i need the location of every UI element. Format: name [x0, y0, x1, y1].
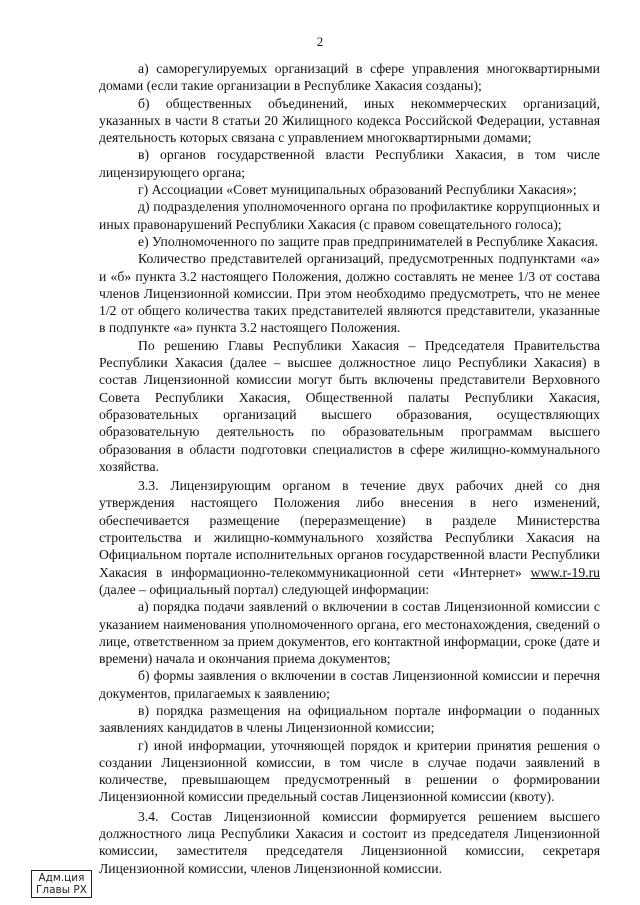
stamp-line-1: Адм.ция — [38, 872, 85, 884]
paragraph-3-3-a: а) порядка подачи заявлений о включении в состав Лицензионной комиссии с указанием наименования уполномоченного органа, его местонахождения, сведений о лице, ответственном за прием документов, его контактной информации, сроке (дате и времени) начала и окончания приема документов; — [99, 599, 600, 667]
paragraph-3-2-g: г) Ассоциации «Совет муниципальных образований Республики Хакасия»; — [138, 182, 577, 198]
paragraph-3-2-b: б) общественных объединений, иных некоммерческих организаций, указанных в части 8 статьи 20 Жилищного кодекса Российской Федерации, уставная деятельность которых связана с управлением многоквартирными домами; — [99, 95, 600, 146]
paragraph-3-3 — [99, 477, 600, 598]
paragraph-3-3-v: в) порядка размещения на официальном портале информации о поданных заявлениях кандидатов в члены Лицензионной комиссии; — [99, 702, 600, 736]
paragraph-head-decision: По решению Главы Республики Хакасия – Председателя Правительства Республики Хакасия (далее – высшее должностное лицо Республики Хакасия) в состав Лицензионной комиссии могут быть включены представители Верховного Совета Республики Хакасия, Общественной палаты Республики Хакасия, образовательных организаций высшего образования, осуществляющих образовательную деятельность по образовательным программам высшего образования в области подготовки специалистов в сфере жилищно-коммунального хозяйства. — [99, 337, 600, 474]
paragraph-3-2-v: в) органов государственной власти Республики Хакасия, в том числе лицензирующего органа; — [99, 147, 600, 180]
paragraph-3-3-b: б) формы заявления о включении в состав Лицензионной комиссии и перечня документов, прилагаемых к заявлению; — [99, 668, 600, 701]
paragraph-3-2-d: д) подразделения уполномоченного органа по профилактике коррупционных и иных правонарушений Республики Хакасия (с правом совещательного голоса); — [99, 199, 600, 232]
registration-stamp — [31, 870, 92, 898]
document-body — [99, 60, 600, 877]
paragraph-quota: Количество представителей организаций, предусмотренных подпунктами «а» и «б» пункта 3.2 настоящего Положения, должно составлять не менее 1/3 от состава членов Лицензионной комиссии. При этом необходимо предусмотреть, что не менее 1/2 от общего количества таких представителей являются представители, указанные в подпункте «а» пункта 3.2 настоящего Положения. — [99, 251, 600, 336]
paragraph-3-2-a: а) саморегулируемых организаций в сфере управления многоквартирными домами (если такие организации в Республике Хакасия созданы); — [99, 61, 600, 94]
paragraph-3-3-text: 3.3. Лицензирующим органом в течение двух рабочих дней со дня утверждения настоящего Положения либо внесения в него изменений, обеспечивается размещение (переразмещение) в разделе Министерства строительства и жилищно-коммунального хозяйства Республики Хакасия на Официальном портале исполнительных органов государственной власти Республики Хакасия в информационно-телекоммуникационной сети «Интернет» — [99, 478, 600, 580]
paragraph-3-3-tail: (далее – официальный портал) следующей информации: — [99, 581, 430, 597]
paragraph-3-4: 3.4. Состав Лицензионной комиссии формируется решением высшего должностного лица Республики Хакасия и состоит из председателя Лицензионной комиссии, заместителя председателя Лицензионной комиссии, секретаря Лицензионной комиссии, членов Лицензионной комиссии. — [99, 808, 600, 876]
paragraph-3-3-g: г) иной информации, уточняющей порядок и критерии принятия решения о создании Лицензионной комиссии, в том числе в случае подачи заявлений в количестве, превышающем предусмотренный в решении о формировании Лицензионной комиссии предельный состав Лицензионной комиссии (квоту). — [99, 737, 600, 805]
page-number: 2 — [316, 34, 324, 49]
paragraph-3-2-e: е) Уполномоченного по защите прав предпринимателей в Республике Хакасия. — [138, 233, 599, 249]
stamp-line-2: Главы РХ — [36, 884, 87, 896]
portal-link[interactable]: www.r-19.ru — [530, 564, 600, 580]
